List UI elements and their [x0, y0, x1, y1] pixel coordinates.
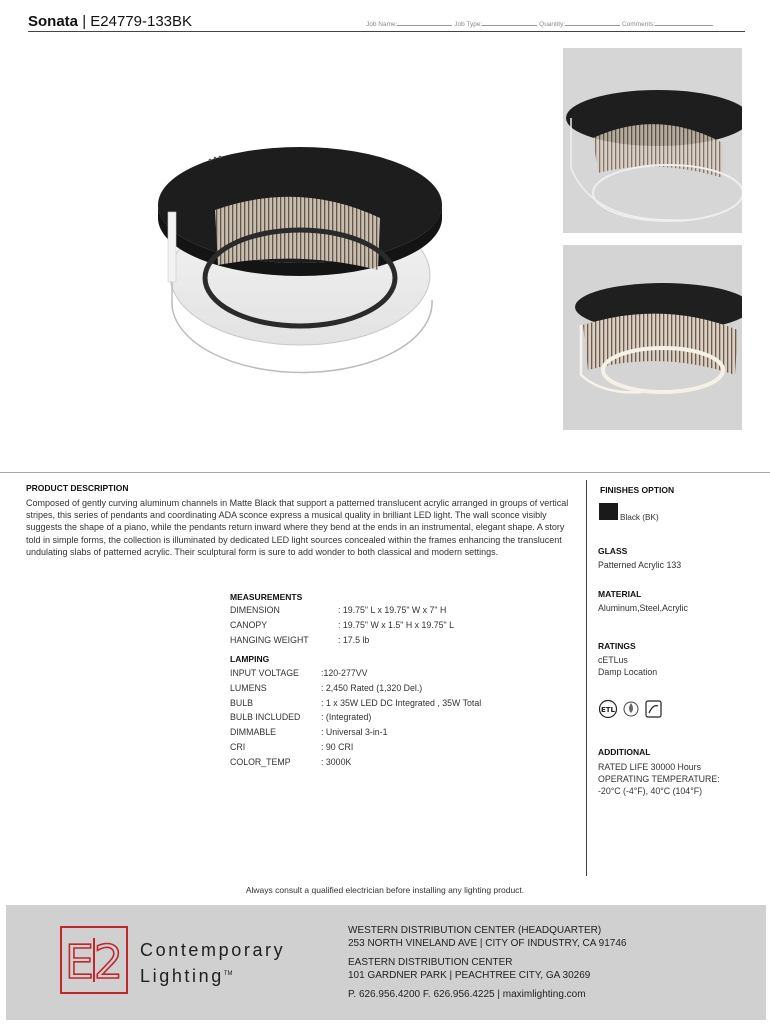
trademark: TM: [223, 971, 233, 977]
spec-label: COLOR_TEMP: [230, 756, 291, 767]
damp-location-icon: [624, 702, 638, 716]
section-divider: [0, 472, 770, 473]
spec-value: : 17.5 lb: [338, 635, 370, 645]
spec-row: [230, 683, 481, 698]
additional-heading: ADDITIONAL: [598, 747, 651, 757]
thumbnail-on-image: [563, 245, 742, 430]
measurements-heading: MEASUREMENTS: [230, 592, 303, 602]
measurements-table: [230, 605, 454, 650]
spec-label: DIMENSION: [230, 605, 280, 615]
svg-text:ETL: ETL: [600, 706, 616, 714]
east-center-address: 101 GARDNER PARK | PEACHTREE CITY, GA 30269: [348, 970, 591, 981]
ratings-certification: cETLus: [598, 655, 628, 665]
description-heading: PRODUCT DESCRIPTION: [26, 483, 129, 493]
west-center-title: WESTERN DISTRIBUTION CENTER (HEADQUARTER): [348, 925, 602, 936]
job-name-label: Job Name:: [366, 21, 398, 28]
finish-label: Black (BK): [620, 513, 659, 522]
spec-label: LUMENS: [230, 682, 267, 693]
job-fields: [366, 19, 713, 28]
additional-operating-temp-label: OPERATING TEMPERATURE:: [598, 774, 720, 784]
safety-note: Always consult a qualified electrician before installing any lighting product.: [245, 885, 525, 895]
glass-value: Patterned Acrylic 133: [598, 560, 682, 570]
thumbnail-on[interactable]: [563, 245, 742, 430]
comments-label: Comments:: [621, 21, 656, 28]
lamping-heading: LAMPING: [230, 654, 270, 664]
additional-operating-temp-range: -20°C (-4°F), 40°C (104°F): [598, 786, 703, 796]
quantity-label: Quantity:: [539, 21, 566, 28]
spec-value: : 19.75" W x 1.5" H x 19.75" L: [338, 620, 454, 630]
spec-label: INPUT VOLTAGE: [230, 668, 299, 678]
e2-logo: [60, 926, 128, 994]
spec-label: DIMMABLE: [230, 727, 276, 738]
spec-label: CANOPY: [230, 620, 268, 630]
spec-value: : (Integrated): [321, 712, 372, 723]
job-type-field[interactable]: [482, 19, 537, 26]
column-divider: [586, 480, 587, 876]
spec-label: CRI: [230, 741, 246, 752]
thumbnail-off-image: [563, 48, 742, 233]
header-rule: [28, 31, 745, 32]
title-separator: |: [82, 13, 87, 30]
spec-row: [230, 605, 454, 620]
product-model: E24779-133BK: [90, 13, 193, 30]
dimmable-icon: [646, 701, 661, 717]
glass-heading: GLASS: [598, 546, 628, 556]
ratings-icons: [598, 698, 664, 720]
west-center-address: 253 NORTH VINELAND AVE | CITY OF INDUSTRY, CA 91746: [348, 938, 627, 949]
etl-listed-icon: [600, 701, 617, 718]
spec-row: [230, 635, 454, 650]
job-name-field[interactable]: [397, 19, 452, 26]
finishes-heading: FINISHES OPTION: [600, 485, 675, 495]
thumbnail-off[interactable]: [563, 48, 742, 233]
spec-row: [230, 698, 481, 713]
additional-rated-life: RATED LIFE 30000 Hours: [598, 762, 701, 772]
spec-label: HANGING WEIGHT: [230, 635, 309, 645]
finish-swatch[interactable]: [599, 503, 618, 520]
description-text: Composed of gently curving aluminum channels in Matte Black that support a patterned translucent acrylic arranged in groups of vertical stripes, this series of pendants and coordinating ADA sconce express a musical quality in brilliant LED light. The wall sconce visibly suggests the shape of a piano, while the pendants return inward where they bend at the ends in an instrumental, elegant shape. A story told in simple forms, the collection is illuminated by dedicated LED light sources concealed within the frames enhancing the translucent undulating slabs of patterned acrylic. Their sculptural form is sure to add wonder to both classical and modern settings.: [26, 498, 569, 557]
material-heading: MATERIAL: [598, 589, 642, 599]
main-product-image: [120, 100, 480, 380]
brand-line-1: Contemporary: [140, 940, 286, 960]
spec-value: :120-277VV: [321, 668, 368, 678]
material-value: Aluminum,Steel,Acrylic: [598, 603, 688, 613]
spec-row: [230, 757, 481, 772]
spec-value: : 3000K: [321, 756, 352, 767]
spec-value: : Universal 3-in-1: [321, 727, 388, 738]
spec-value: : 90 CRI: [321, 741, 354, 752]
ratings-heading: RATINGS: [598, 641, 636, 651]
logo-text: E2: [64, 935, 124, 989]
spec-value: : 19.75" L x 19.75" W x 7" H: [338, 605, 447, 615]
comments-field[interactable]: [655, 19, 713, 26]
east-center-title: EASTERN DISTRIBUTION CENTER: [348, 957, 513, 968]
lamping-table: [230, 668, 481, 772]
ratings-location: Damp Location: [598, 667, 658, 677]
spec-row: [230, 727, 481, 742]
spec-label: BULB INCLUDED: [230, 712, 301, 723]
product-title: [28, 13, 192, 30]
quantity-field[interactable]: [565, 19, 620, 26]
spec-row: [230, 668, 481, 683]
spec-value: : 2,450 Rated (1,320 Del.): [321, 682, 423, 693]
brand-name: [140, 938, 285, 988]
spec-row: [230, 742, 481, 757]
product-name: Sonata: [28, 13, 79, 30]
job-type-label: Job Type:: [454, 21, 483, 28]
brand-line-2: Lighting: [140, 966, 224, 986]
spec-row: [230, 620, 454, 635]
spec-value: : 1 x 35W LED DC Integrated , 35W Total: [321, 697, 482, 708]
contact-line[interactable]: P. 626.956.4200 F. 626.956.4225 | maximlighting.com: [348, 989, 586, 1000]
spec-row: [230, 712, 481, 727]
spec-label: BULB: [230, 697, 253, 708]
